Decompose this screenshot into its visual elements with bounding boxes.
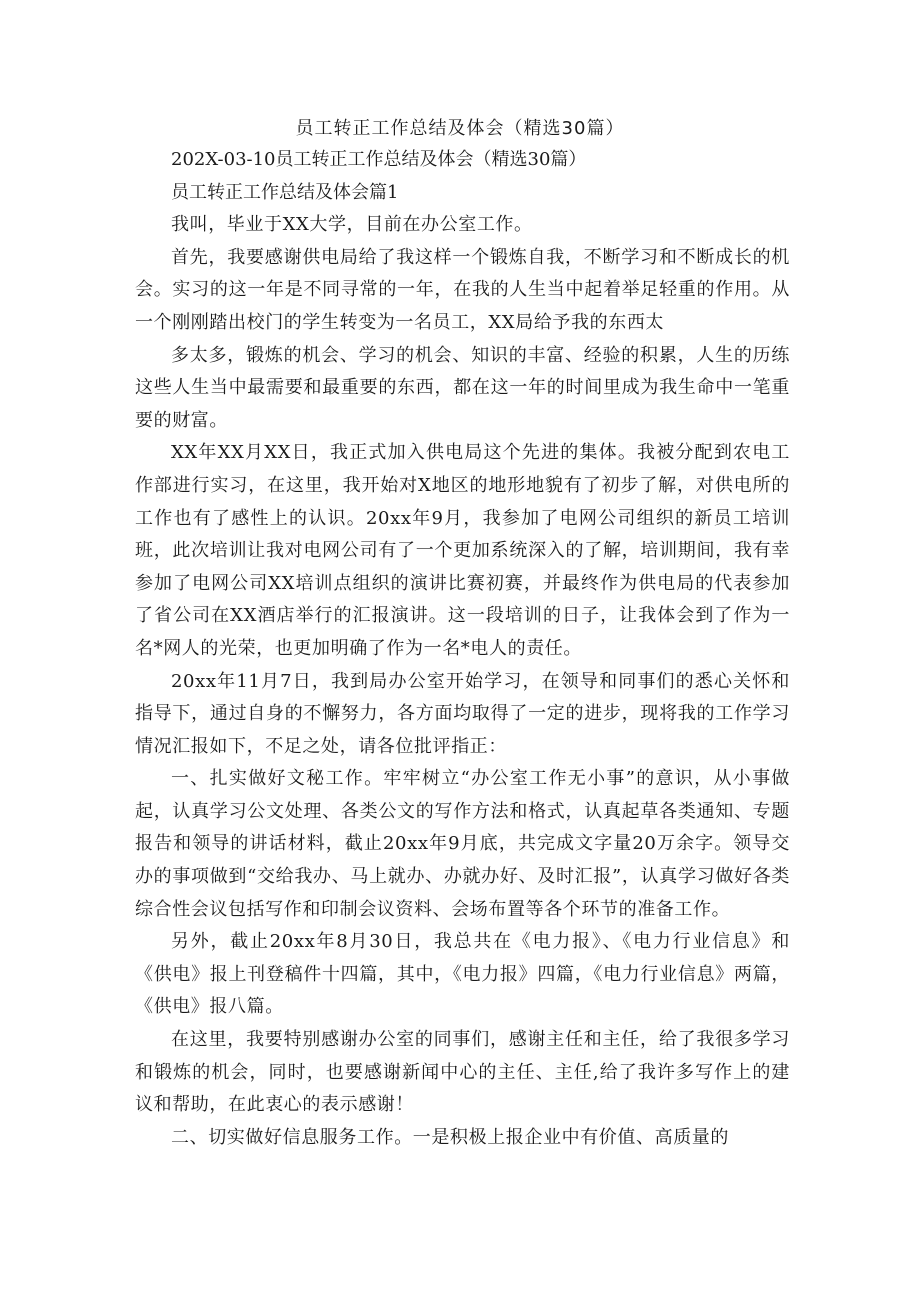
paragraph-office-start: 20xx年11月7日，我到局办公室开始学习，在领导和同事们的悉心关怀和指导下，通过自身的不懈努力，各方面均取得了一定的进步，现将我的工作学习情况汇报如下，不足之处，请各位批评指正： xyxy=(135,670,790,757)
section-heading: 员工转正工作总结及体会篇1 xyxy=(171,181,399,203)
paragraph-joining: XX年XX月XX日，我正式加入供电局这个先进的集体。我被分配到农电工作部进行实习，在这里，我开始对X地区的地形地貌有了初步了解，对供电所的工作也有了感性上的认识。20xx年9月，我参加了电网公司组织的新员工培训班，此次培训让我对电网公司有了一个更加系统深入的了解，培训期间，我有幸参加了电网公司XX培训点组织的演讲比赛初赛，并最终作为供电局的代表参加了省公司在XX酒店举行的汇报演讲。这一段培训的日子，让我体会到了作为一名*网人的光荣，也更加明确了作为一名*电人的责任。 xyxy=(135,442,790,659)
paragraph-intro: 我叫，毕业于XX大学，目前在办公室工作。 xyxy=(171,214,533,236)
date-line: 202X-03-10员工转正工作总结及体会（精选30篇） xyxy=(171,149,587,170)
paragraph-gratitude: 在这里，我要特别感谢办公室的同事们，感谢主任和主任，给了我很多学习和锻炼的机会，同时，也要感谢新闻中心的主任、主任,给了我许多写作上的建议和帮助，在此衷心的表示感谢！ xyxy=(135,1029,790,1116)
paragraph-information-service: 二、切实做好信息服务工作。一是积极上报企业中有价值、高质量的 xyxy=(171,1126,729,1148)
paragraph-opportunities: 多太多，锻炼的机会、学习的机会、知识的丰富、经验的积累，人生的历练这些人生当中最需要和最重要的东西，都在这一年的时间里成为我生命中一笔重要的财富。 xyxy=(135,344,790,431)
document-title: 员工转正工作总结及体会（精选30篇） xyxy=(295,118,625,139)
document-body xyxy=(135,144,790,1154)
paragraph-secretarial-work: 一、扎实做好文秘工作。牢牢树立“办公室工作无小事”的意识，从小事做起，认真学习公文处理、各类公文的写作方法和格式，认真起草各类通知、专题报告和领导的讲话材料，截止20xx年9月底，共完成文字量20万余字。领导交办的事项做到“交给我办、马上就办、办就办好、及时汇报”，认真学习做好各类综合性会议包括写作和印制会议资料、会场布置等各个环节的准备工作。 xyxy=(135,768,790,920)
paragraph-publications: 另外，截止20xx年8月30日，我总共在《电力报》、《电力行业信息》和《供电》报上刊登稿件十四篇，其中，《电力报》四篇，《电力行业信息》两篇，《供电》报八篇。 xyxy=(135,931,790,1018)
paragraph-thanks: 首先，我要感谢供电局给了我这样一个锻炼自我，不断学习和不断成长的机会。实习的这一年是不同寻常的一年，在我的人生当中起着举足轻重的作用。从一个刚刚踏出校门的学生转变为一名员工，XX局给予我的东西太 xyxy=(135,246,790,333)
